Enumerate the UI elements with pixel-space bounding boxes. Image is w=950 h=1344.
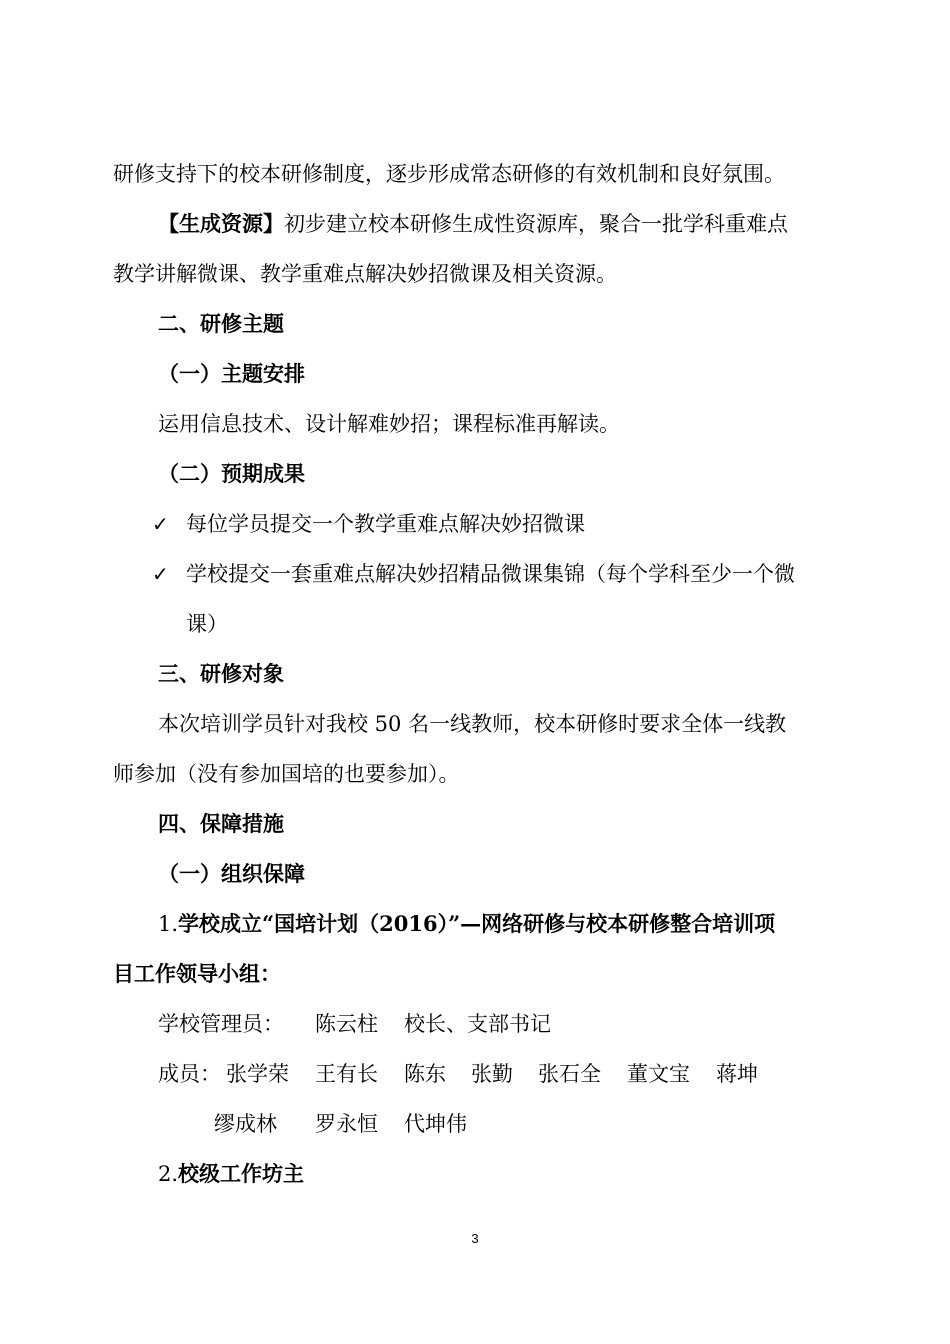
paragraph-text: 教学讲解微课、教学重难点解决妙招微课及相关资源。 [113,262,617,286]
member-name: 蒋坤 [716,1062,758,1086]
member-name: 罗永恒 [315,1112,378,1136]
member-name: 缪成林 [214,1112,277,1136]
page-number: 3 [471,1231,479,1246]
numbered-item [158,910,775,938]
admin-title: 校长、支部书记 [404,1012,551,1036]
list-item-continuation: 课） [186,612,228,636]
section-heading: 三、研修对象 [158,661,284,686]
subsection-heading: （一）主题安排 [158,361,305,386]
member-name: 张勤 [471,1062,513,1086]
item-title: 校级工作坊主 [178,1161,305,1186]
item-title: 学校成立“国培计划（2016）”—网络研修与校本研修整合培训项 [178,911,776,936]
item-title-continuation: 目工作领导小组： [113,961,281,986]
member-name: 王有长 [315,1062,378,1086]
subsection-heading: （二）预期成果 [158,461,305,486]
member-name: 张石全 [538,1062,601,1086]
member-name: 代坤伟 [404,1112,467,1136]
member-name: 陈东 [404,1062,446,1086]
item-number: 2. [158,1162,179,1186]
member-name: 董文宝 [627,1062,690,1086]
section-heading: 二、研修主题 [158,311,284,336]
paragraph-text: 师参加（没有参加国培的也要参加）。 [113,762,460,786]
check-mark-icon: ✓ [152,512,169,536]
paragraph-text: 初步建立校本研修生成性资源库，聚合一批学科重难点 [284,212,788,236]
paragraph-text [158,210,788,238]
admin-label: 学校管理员： [158,1012,284,1036]
paragraph-text: 研修支持下的校本研修制度，逐步形成常态研修的有效机制和良好氛围。 [113,162,785,186]
numbered-item [158,1160,304,1188]
subsection-heading: （一）组织保障 [158,861,305,886]
paragraph-text: 本次培训学员针对我校 50 名一线教师，校本研修时要求全体一线教 [158,712,787,736]
members-label: 成员： [158,1062,221,1086]
admin-name: 陈云柱 [315,1012,378,1036]
list-item: 每位学员提交一个教学重难点解决妙招微课 [186,512,585,536]
paragraph-text: 运用信息技术、设计解难妙招；课程标准再解读。 [158,412,620,436]
section-heading: 四、保障措施 [158,811,284,836]
member-name: 张学荣 [226,1062,289,1086]
section-label: 【生成资源】 [158,211,284,236]
check-mark-icon: ✓ [152,562,169,586]
item-number: 1. [158,912,179,936]
list-item: 学校提交一套重难点解决妙招精品微课集锦（每个学科至少一个微 [186,562,795,586]
